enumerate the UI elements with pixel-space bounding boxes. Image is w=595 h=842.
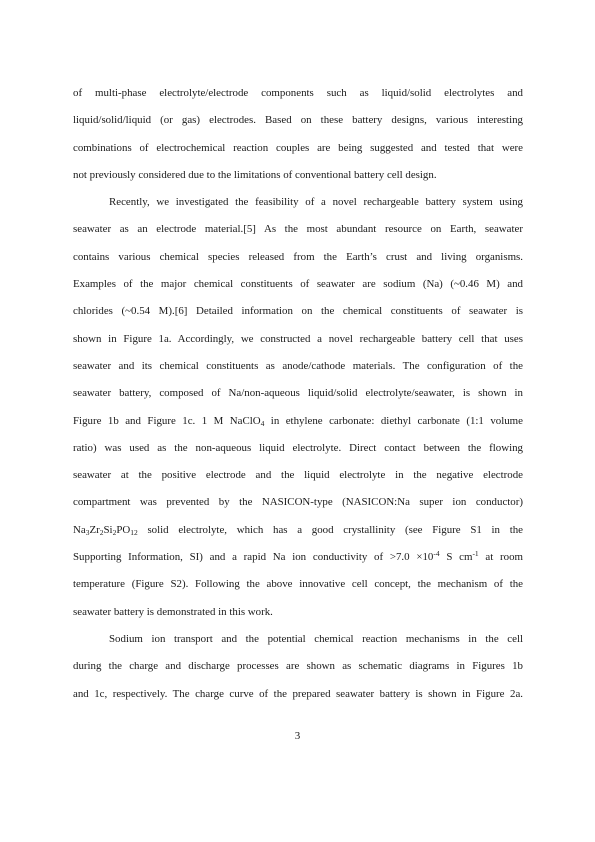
text-segment: Recently, we investigated the feasibility of a novel rechargeable battery system using <box>109 196 523 209</box>
superscript: -1 <box>472 549 479 559</box>
text-segment: in ethylene carbonate: diethyl carbonate (1:1 volume <box>264 414 523 427</box>
text-line <box>73 218 523 245</box>
text-segment: liquid/solid/liquid (or gas) electrodes. Based on these battery designs, various interesting <box>73 114 523 127</box>
text-segment: Na <box>73 523 86 536</box>
text-line <box>73 628 523 655</box>
text-line <box>73 464 523 491</box>
text-segment: S cm <box>439 551 473 564</box>
text-line <box>73 655 523 682</box>
text-segment: of multi-phase electrolyte/electrode components such as liquid/solid electrolytes and <box>73 87 523 99</box>
text-segment: solid electrolyte, which has a good crystallinity (see Figure S1 in the <box>137 523 523 536</box>
text-segment: contains various chemical species released from the Earth’s crust and living organisms. <box>73 250 523 263</box>
text-segment: not previously considered due to the limitations of conventional battery cell design. <box>73 168 437 181</box>
text-segment: chlorides (~0.54 M).[6] Detailed information on the chemical constituents of seawater is <box>73 305 523 318</box>
text-segment: Supporting Information, SI) and a rapid Na ion conductivity of >7.0 ×10 <box>73 551 434 564</box>
text-line <box>73 355 523 382</box>
text-line <box>73 82 523 109</box>
text-line <box>73 273 523 300</box>
text-line <box>73 382 523 409</box>
subscript: 2 <box>112 527 117 537</box>
text-segment: PO <box>116 523 131 536</box>
text-segment: seawater battery is demonstrated in this work. <box>73 605 273 618</box>
text-line <box>73 601 523 628</box>
text-line <box>73 437 523 464</box>
text-segment: Figure 1b and Figure 1c. 1 M NaClO <box>73 414 261 427</box>
text-line <box>73 246 523 273</box>
subscript: 2 <box>99 527 104 537</box>
text-line <box>73 546 523 573</box>
text-line <box>73 191 523 218</box>
text-line <box>73 491 523 518</box>
text-segment: seawater at the positive electrode and the liquid electrolyte in the negative electrode <box>73 469 523 482</box>
text-segment: during the charge and discharge processes are shown as schematic diagrams in Figures 1b <box>73 660 523 673</box>
text-line <box>73 519 523 546</box>
text-line <box>73 164 523 191</box>
text-segment: at room <box>478 551 523 564</box>
text-segment: combinations of electrochemical reaction couples are being suggested and tested that were <box>73 141 523 154</box>
subscript: 12 <box>130 527 138 537</box>
text-segment: and 1c, respectively. The charge curve of the prepared seawater battery is shown in Figure 2a. <box>73 687 523 700</box>
page-number: 3 <box>294 730 301 742</box>
body-text <box>73 82 523 710</box>
text-segment: Sodium ion transport and the potential chemical reaction mechanisms in the cell <box>109 632 523 645</box>
text-line <box>73 328 523 355</box>
text-segment: Si <box>103 523 113 536</box>
text-line <box>73 137 523 164</box>
text-line <box>73 410 523 437</box>
text-segment: seawater and its chemical constituents as anode/cathode materials. The configuration of the <box>73 359 523 372</box>
text-segment: Examples of the major chemical constituents of seawater are sodium (Na) (~0.46 M) and <box>73 278 523 291</box>
text-segment: temperature (Figure S2). Following the above innovative cell concept, the mechanism of the <box>73 578 523 591</box>
subscript: 3 <box>85 527 90 537</box>
text-segment: seawater battery, composed of Na/non-aqueous liquid/solid electrolyte/seawater, is shown in <box>73 387 523 400</box>
text-segment: shown in Figure 1a. Accordingly, we constructed a novel rechargeable battery cell that uses <box>73 332 523 345</box>
text-segment: seawater as an electrode material.[5] As the most abundant resource on Earth, seawater <box>73 223 523 236</box>
text-line <box>73 300 523 327</box>
superscript: -4 <box>433 549 440 559</box>
text-segment: ratio) was used as the non-aqueous liquid electrolyte. Direct contact between the flowing <box>73 441 523 454</box>
text-segment: compartment was prevented by the NASICON-type (NASICON:Na super ion conductor) <box>73 496 523 509</box>
text-line <box>73 109 523 136</box>
subscript: 4 <box>260 418 265 428</box>
text-line <box>73 683 523 710</box>
text-segment: Zr <box>89 523 100 536</box>
text-line <box>73 573 523 600</box>
